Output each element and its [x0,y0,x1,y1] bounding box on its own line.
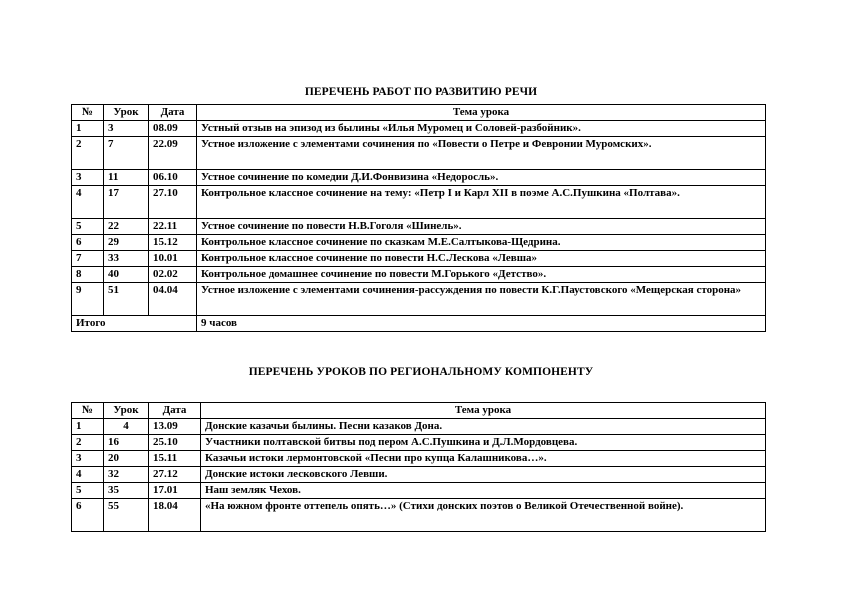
table-row [72,251,766,267]
cell-lesson: 7 [104,137,149,170]
table-row [72,235,766,251]
cell-topic: Контрольное классное сочинение по повести Н.С.Лескова «Левша» [197,251,766,267]
cell-topic: Устное сочинение по повести Н.В.Гоголя «Шинель». [197,219,766,235]
cell-lesson: 17 [104,186,149,219]
cell-number: 6 [72,235,104,251]
cell-number: 3 [72,170,104,186]
cell-lesson: 11 [104,170,149,186]
cell-topic: Казачьи истоки лермонтовской «Песни про купца Калашникова…». [201,451,766,467]
total-label: Итого [72,316,197,332]
table-row [72,267,766,283]
cell-lesson: 4 [104,419,149,435]
table-row [72,170,766,186]
cell-topic: Контрольное классное сочинение на тему: «Петр I и Карл XII в поэме А.С.Пушкина «Полтава». [197,186,766,219]
cell-number: 5 [72,483,104,499]
cell-topic: Устное изложение с элементами сочинения-рассуждения по повести К.Г.Паустовского «Мещерская сторона» [197,283,766,316]
cell-lesson: 55 [104,499,149,532]
regional-component-title: ПЕРЕЧЕНЬ УРОКОВ ПО РЕГИОНАЛЬНОМУ КОМПОНЕНТУ [248,366,594,378]
cell-date: 08.09 [149,121,197,137]
cell-number: 9 [72,283,104,316]
cell-topic: Наш земляк Чехов. [201,483,766,499]
cell-topic: Устное изложение с элементами сочинения по «Повести о Петре и Февронии Муромских». [197,137,766,170]
cell-date: 06.10 [149,170,197,186]
header-topic: Тема урока [197,105,766,121]
cell-date: 10.01 [149,251,197,267]
cell-number: 4 [72,186,104,219]
cell-date: 27.12 [149,467,201,483]
regional-component-table [71,402,766,532]
header-number: № [72,105,104,121]
cell-number: 2 [72,137,104,170]
cell-topic: Устный отзыв на эпизод из былины «Илья Муромец и Соловей-разбойник». [197,121,766,137]
table-row [72,419,766,435]
table-row [72,467,766,483]
cell-topic: Донские казачьи былины. Песни казаков Дона. [201,419,766,435]
cell-lesson: 29 [104,235,149,251]
cell-date: 15.11 [149,451,201,467]
cell-lesson: 20 [104,451,149,467]
cell-number: 1 [72,121,104,137]
table-row [72,219,766,235]
cell-date: 15.12 [149,235,197,251]
total-value: 9 часов [197,316,766,332]
header-date: Дата [149,403,201,419]
total-row [72,316,766,332]
table-row [72,137,766,170]
cell-date: 17.01 [149,483,201,499]
table-row [72,499,766,532]
table-header-row [72,105,766,121]
cell-lesson: 35 [104,483,149,499]
table-row [72,121,766,137]
cell-number: 7 [72,251,104,267]
cell-number: 1 [72,419,104,435]
table-row [72,483,766,499]
cell-topic: Участники полтавской битвы под пером А.С.Пушкина и Д.Л.Мордовцева. [201,435,766,451]
table-header-row [72,403,766,419]
cell-lesson: 32 [104,467,149,483]
cell-number: 8 [72,267,104,283]
cell-lesson: 51 [104,283,149,316]
cell-lesson: 3 [104,121,149,137]
header-number: № [72,403,104,419]
cell-date: 22.09 [149,137,197,170]
cell-date: 27.10 [149,186,197,219]
cell-topic: Контрольное домашнее сочинение по повести М.Горького «Детство». [197,267,766,283]
cell-date: 18.04 [149,499,201,532]
cell-lesson: 16 [104,435,149,451]
table-row [72,451,766,467]
cell-number: 3 [72,451,104,467]
speech-development-table [71,104,766,332]
cell-number: 5 [72,219,104,235]
cell-lesson: 40 [104,267,149,283]
cell-date: 22.11 [149,219,197,235]
cell-date: 02.02 [149,267,197,283]
cell-date: 04.04 [149,283,197,316]
header-topic: Тема урока [201,403,766,419]
cell-date: 25.10 [149,435,201,451]
header-lesson: Урок [104,403,149,419]
cell-number: 2 [72,435,104,451]
header-date: Дата [149,105,197,121]
header-lesson: Урок [104,105,149,121]
cell-date: 13.09 [149,419,201,435]
cell-topic: Донские истоки лесковского Левши. [201,467,766,483]
cell-number: 6 [72,499,104,532]
cell-topic: «На южном фронте оттепель опять…» (Стихи донских поэтов о Великой Отечественной войне). [201,499,766,532]
cell-topic: Контрольное классное сочинение по сказкам М.Е.Салтыкова-Щедрина. [197,235,766,251]
table-row [72,283,766,316]
speech-development-title: ПЕРЕЧЕНЬ РАБОТ ПО РАЗВИТИЮ РЕЧИ [304,86,538,98]
cell-lesson: 33 [104,251,149,267]
cell-number: 4 [72,467,104,483]
table-row [72,186,766,219]
table-row [72,435,766,451]
cell-lesson: 22 [104,219,149,235]
cell-topic: Устное сочинение по комедии Д.И.Фонвизина «Недоросль». [197,170,766,186]
